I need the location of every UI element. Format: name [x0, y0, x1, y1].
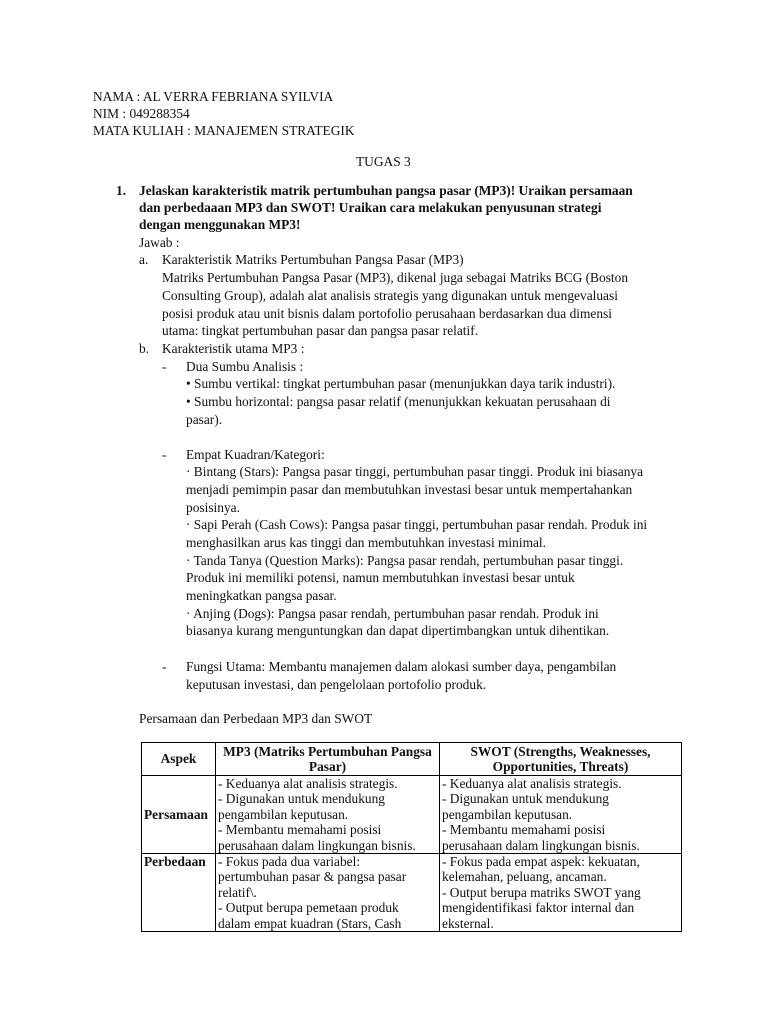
- item-a-text: Matriks Pertumbuhan Pangsa Pasar (MP3), dikenal juga sebagai Matriks BCG (Boston: [162, 270, 629, 285]
- kuadran-text: · Tanda Tanya (Question Marks): Pangsa pasar rendah, pertumbuhan pasar tinggi.: [186, 553, 624, 568]
- kuadran-title: Empat Kuadran/Kategori:: [186, 447, 325, 462]
- cell-line: pertumbuhan pasar & pangsa pasar: [218, 869, 407, 885]
- row-label-persamaan: Persamaan: [142, 776, 216, 854]
- cell-line: kelemahan, peluang, ancaman.: [442, 869, 607, 885]
- cell-line: - Fokus pada dua variabel:: [218, 854, 361, 870]
- item-a-heading: Karakteristik Matriks Pertumbuhan Pangsa Pasar (MP3): [162, 252, 464, 267]
- cell-line: - Membantu memahami posisi: [442, 822, 606, 838]
- table-header-row: [142, 743, 682, 776]
- dash-marker: -: [162, 447, 167, 462]
- cell-line: - Fokus pada empat aspek: kekuatan,: [442, 854, 640, 870]
- kuadran-text: menghasilkan arus kas tinggi dan membutuhkan investasi minimal.: [186, 535, 546, 550]
- cell-swot: [440, 776, 682, 854]
- kuadran-text: · Anjing (Dogs): Pangsa pasar rendah, pertumbuhan pasar rendah. Produk ini: [186, 606, 599, 621]
- cell-line: pengambilan keputusan.: [442, 806, 573, 822]
- header-swot-line: Opportunities, Threats): [492, 759, 629, 774]
- student-nim: NIM : 049288354: [93, 106, 190, 121]
- cell-line: - Keduanya alat analisis strategis.: [218, 776, 398, 791]
- item-b-marker: b.: [139, 341, 150, 356]
- cell-mp3: [216, 776, 440, 854]
- kuadran-text: · Bintang (Stars): Pangsa pasar tinggi, pertumbuhan pasar tinggi. Produk ini biasanya: [186, 464, 644, 479]
- dash-marker: -: [162, 359, 167, 374]
- question-line: Jelaskan karakteristik matrik pertumbuhan pangsa pasar (MP3)! Uraikan persamaan: [139, 183, 633, 198]
- sumbu-text: pasar).: [186, 412, 223, 427]
- sumbu-title: Dua Sumbu Analisis :: [186, 359, 304, 374]
- item-b-heading: Karakteristik utama MP3 :: [162, 341, 305, 356]
- cell-line: - Keduanya alat analisis strategis.: [442, 776, 622, 791]
- cell-mp3: [216, 854, 440, 932]
- cell-line: - Digunakan untuk mendukung: [218, 791, 385, 807]
- fungsi-text: Fungsi Utama: Membantu manajemen dalam alokasi sumber daya, pengambilan: [186, 659, 617, 674]
- student-name: NAMA : AL VERRA FEBRIANA SYILVIA: [93, 89, 334, 104]
- header-mp3-line: Pasar): [308, 759, 347, 774]
- cell-swot: [440, 854, 682, 932]
- table-caption: Persamaan dan Perbedaan MP3 dan SWOT: [139, 711, 373, 726]
- document-title: TUGAS 3: [356, 154, 411, 169]
- question-number: 1.: [116, 183, 127, 198]
- fungsi-text: keputusan investasi, dan pengelolaan portofolio produk.: [186, 677, 487, 692]
- kuadran-text: menjadi pemimpin pasar dan membutuhkan investasi besar untuk mempertahankan: [186, 482, 633, 497]
- question-line: dan perbedaaan MP3 dan SWOT! Uraikan cara melakukan penyusunan strategi: [139, 200, 602, 215]
- header-mp3-line: MP3 (Matriks Pertumbuhan Pangsa: [223, 743, 432, 759]
- cell-line: - Output berupa pemetaan produk: [218, 900, 399, 916]
- question-line: dengan menggunakan MP3!: [139, 217, 301, 232]
- course-name: MATA KULIAH : MANAJEMEN STRATEGIK: [93, 123, 355, 138]
- kuadran-text: posisinya.: [186, 500, 240, 515]
- cell-line: dalam empat kuadran (Stars, Cash: [218, 915, 402, 931]
- cell-line: relatif\.: [218, 884, 258, 900]
- sumbu-text: • Sumbu vertikal: tingkat pertumbuhan pasar (menunjukkan daya tarik industri).: [186, 376, 616, 391]
- dash-marker: -: [162, 659, 167, 674]
- cell-line: eksternal.: [442, 915, 494, 931]
- header-swot: [440, 743, 682, 776]
- cell-line: - Membantu memahami posisi: [218, 822, 382, 838]
- table-row: [142, 854, 682, 932]
- sumbu-text: • Sumbu horizontal: pangsa pasar relatif (menunjukkan kekuatan perusahaan di: [186, 394, 611, 409]
- table-row: [142, 776, 682, 854]
- kuadran-text: biasanya kurang menguntungkan dan dapat dipertimbangkan untuk dihentikan.: [186, 623, 610, 638]
- header-aspek: Aspek: [142, 743, 216, 776]
- cell-line: pengambilan keputusan.: [218, 806, 349, 822]
- cell-line: perusahaan dalam lingkungan bisnis.: [442, 837, 640, 853]
- cell-line: mengidentifikasi faktor internal dan: [442, 900, 635, 916]
- header-mp3: [216, 743, 440, 776]
- row-label-perbedaan: Perbedaan: [142, 854, 216, 932]
- item-a-text: Consulting Group), adalah alat analisis strategis yang digunakan untuk mengevaluasi: [162, 288, 618, 303]
- cell-line: perusahaan dalam lingkungan bisnis.: [218, 837, 416, 853]
- answer-label: Jawab :: [139, 235, 180, 250]
- cell-line: - Output berupa matriks SWOT yang: [442, 884, 641, 900]
- comparison-table: [141, 742, 682, 932]
- header-swot-line: SWOT (Strengths, Weaknesses,: [470, 743, 651, 759]
- kuadran-text: · Sapi Perah (Cash Cows): Pangsa pasar tinggi, pertumbuhan pasar rendah. Produk ini: [186, 517, 648, 532]
- item-a-marker: a.: [139, 252, 149, 267]
- cell-line: - Digunakan untuk mendukung: [442, 791, 609, 807]
- kuadran-text: meningkatkan pangsa pasar.: [186, 588, 337, 603]
- item-a-text: posisi produk atau unit bisnis dalam portofolio perusahaan berdasarkan dua dimensi: [162, 306, 612, 321]
- kuadran-text: Produk ini memiliki potensi, namun membutuhkan investasi besar untuk: [186, 570, 575, 585]
- item-a-text: utama: tingkat pertumbuhan pasar dan pangsa pasar relatif.: [162, 323, 479, 338]
